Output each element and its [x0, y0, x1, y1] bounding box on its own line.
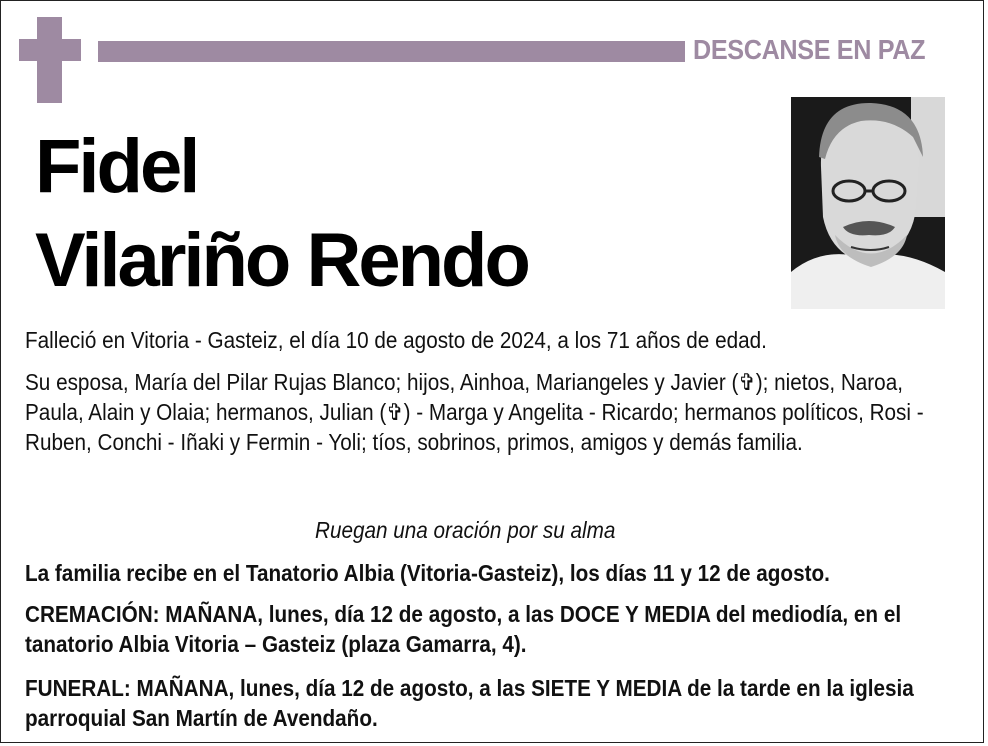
header-label: DESCANSE EN PAZ — [693, 34, 926, 65]
funeral-line: FUNERAL: MAÑANA, lunes, día 12 de agosto, a las SIETE Y MEDIA de la tarde en la iglesia parroquial San Martín de Avendaño. — [25, 675, 914, 731]
portrait-illustration — [791, 97, 945, 309]
prayer-line: Ruegan una oración por su alma — [315, 517, 616, 543]
family-list: Su esposa, María del Pilar Rujas Blanco; hijos, Ainhoa, Mariangeles y Javier (✞); nietos, Naroa, Paula, Alain y Olaia; hermanos, Julian (✞) - Marga y Angelita - Ricardo; hermanos políticos, Rosi - Ruben, Conchi - Iñaki y Fermin - Yoli; tíos, sobrinos, primos, amigos y demás familia. — [25, 369, 924, 455]
latin-cross-icon-bar — [19, 39, 81, 61]
deceased-first-name: Fidel — [35, 124, 198, 209]
reception-line: La familia recibe en el Tanatorio Albia (Vitoria-Gasteiz), los días 11 y 12 de agosto. — [25, 560, 830, 586]
portrait-photo — [791, 97, 945, 309]
cremation-line: CREMACIÓN: MAÑANA, lunes, día 12 de agosto, a las DOCE Y MEDIA del mediodía, en el tanatorio Albia Vitoria – Gasteiz (plaza Gamarra, 4). — [25, 601, 902, 657]
header-rule — [98, 41, 685, 62]
deceased-surnames: Vilariño Rendo — [35, 218, 528, 303]
death-line: Falleció en Vitoria - Gasteiz, el día 10 de agosto de 2024, a los 71 años de edad. — [25, 327, 767, 353]
